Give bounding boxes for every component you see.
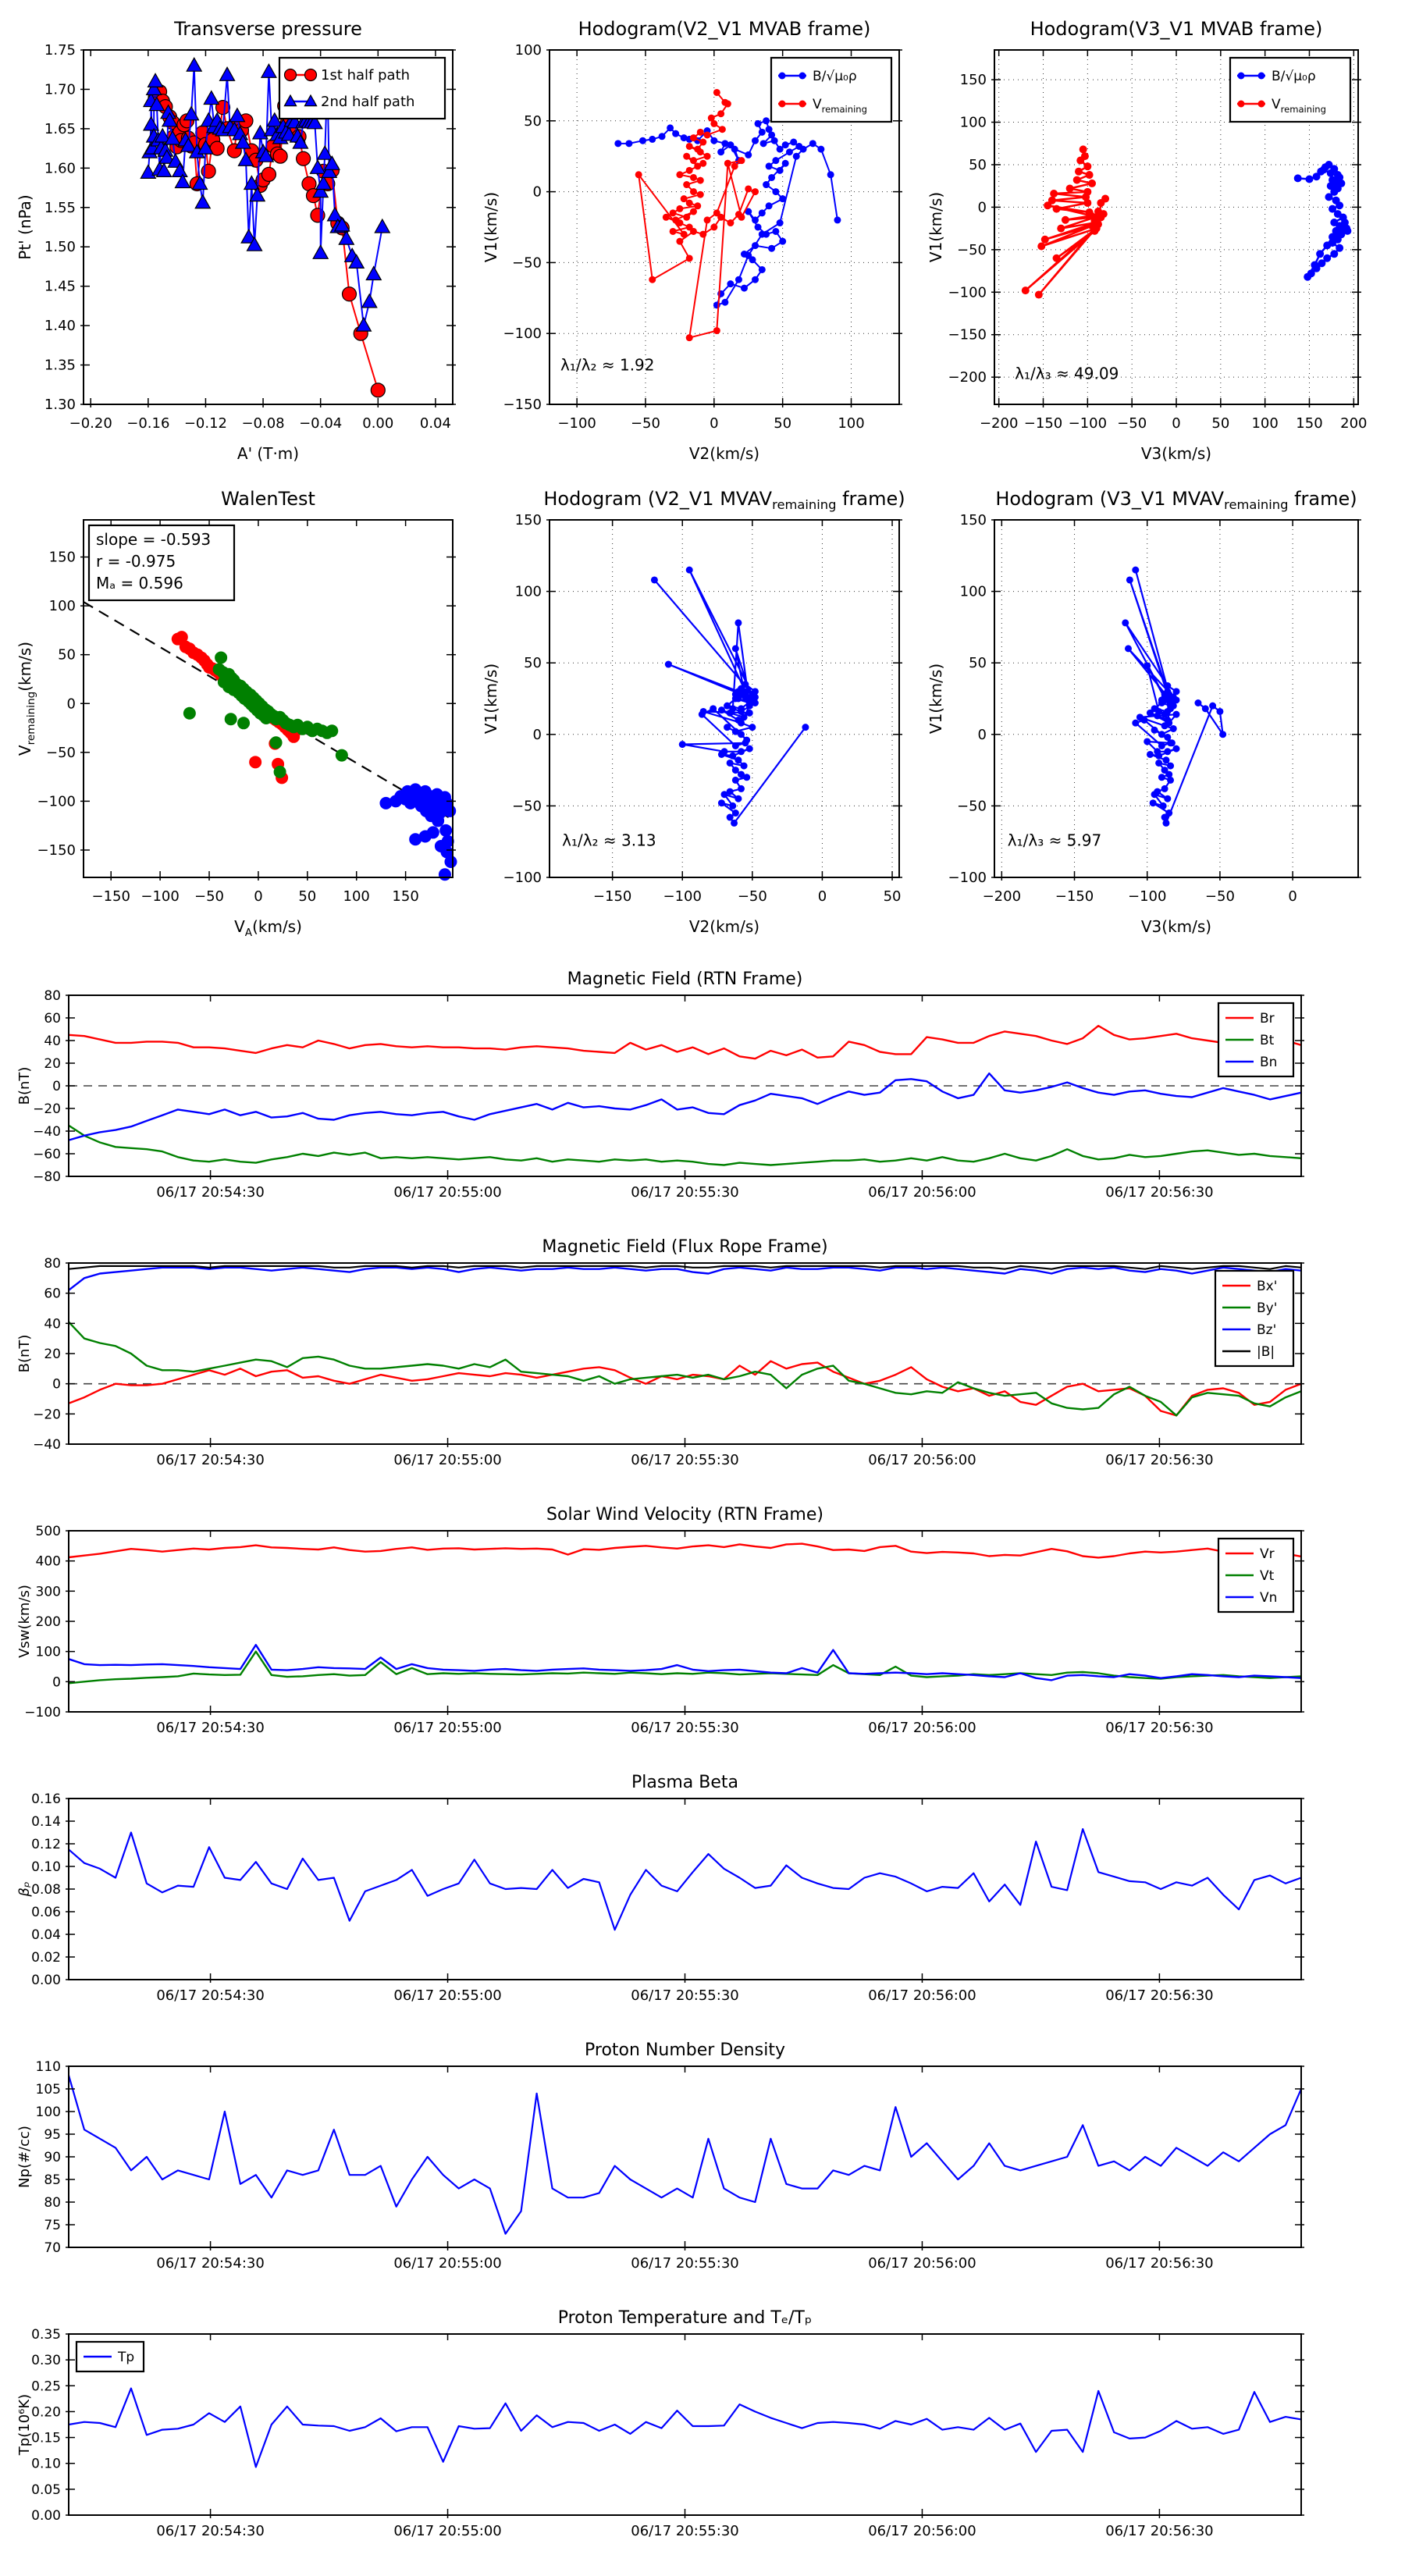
svg-text:−100: −100 xyxy=(503,870,542,886)
svg-text:50: 50 xyxy=(774,415,792,432)
chart-ts6 xyxy=(16,2301,1362,2560)
svg-text:150: 150 xyxy=(1296,415,1323,432)
svg-text:06/17 20:55:30: 06/17 20:55:30 xyxy=(631,1184,739,1201)
svg-text:0.10: 0.10 xyxy=(31,1859,61,1875)
svg-text:80: 80 xyxy=(44,1256,61,1272)
panel-transverse-pressure xyxy=(12,9,468,471)
svg-text:0.35: 0.35 xyxy=(31,2327,61,2343)
svg-text:−100: −100 xyxy=(948,284,987,301)
svg-text:1.45: 1.45 xyxy=(44,278,76,295)
svg-text:−50: −50 xyxy=(737,888,767,905)
svg-text:V1(km/s): V1(km/s) xyxy=(927,663,945,735)
svg-text:−50: −50 xyxy=(1204,888,1235,905)
panel-hodogram-v3v1-mvab xyxy=(923,9,1374,471)
svg-text:−100: −100 xyxy=(663,888,702,905)
svg-text:06/17 20:55:30: 06/17 20:55:30 xyxy=(631,1720,739,1736)
svg-text:−100: −100 xyxy=(557,415,596,432)
svg-text:0.05: 0.05 xyxy=(31,2482,61,2498)
svg-text:B(nT): B(nT) xyxy=(16,1066,33,1105)
svg-text:0: 0 xyxy=(52,1376,61,1393)
svg-text:−200: −200 xyxy=(948,369,987,386)
svg-text:0: 0 xyxy=(52,1079,61,1094)
svg-text:2nd half path: 2nd half path xyxy=(321,94,415,110)
svg-text:−50: −50 xyxy=(194,888,225,905)
svg-text:0.30: 0.30 xyxy=(31,2353,61,2369)
svg-text:110: 110 xyxy=(35,2059,61,2075)
svg-text:B/√μ₀ρ: B/√μ₀ρ xyxy=(813,69,857,84)
svg-text:60: 60 xyxy=(44,1011,61,1026)
svg-text:06/17 20:56:00: 06/17 20:56:00 xyxy=(868,2523,976,2539)
svg-text:80: 80 xyxy=(44,2195,61,2211)
svg-text:Br: Br xyxy=(1260,1011,1275,1026)
svg-text:100: 100 xyxy=(48,598,76,615)
svg-text:−50: −50 xyxy=(957,241,987,258)
svg-text:−100: −100 xyxy=(503,326,542,343)
svg-text:Hodogram (V3_V1 MVAVremaining: Hodogram (V3_V1 $MVAV_{remaining}$ frame) xyxy=(995,488,1357,512)
panel-magnetic-field-flux-rope xyxy=(16,1230,1362,1489)
svg-text:06/17 20:54:30: 06/17 20:54:30 xyxy=(156,1987,265,2004)
svg-text:06/17 20:55:00: 06/17 20:55:00 xyxy=(393,1987,502,2004)
svg-text:06/17 20:55:00: 06/17 20:55:00 xyxy=(393,1720,502,1736)
chart-p3 xyxy=(923,9,1374,471)
svg-text:06/17 20:54:30: 06/17 20:54:30 xyxy=(156,2255,265,2272)
svg-text:−100: −100 xyxy=(140,888,180,905)
svg-text:06/17 20:56:00: 06/17 20:56:00 xyxy=(868,1452,976,1468)
svg-text:VA(km/s): $V_A(km/s)$ xyxy=(234,917,302,939)
svg-text:50: 50 xyxy=(524,655,542,672)
svg-text:−150: −150 xyxy=(948,326,987,343)
svg-text:0: 0 xyxy=(532,183,542,201)
svg-text:0.15: 0.15 xyxy=(31,2430,61,2446)
panel-hodogram-v3v1-mvav xyxy=(923,479,1374,945)
svg-text:06/17 20:55:30: 06/17 20:55:30 xyxy=(631,2255,739,2272)
svg-text:λ₁/λ₂ ≈ 3.13: λ₁/λ₂ ≈ 3.13 xyxy=(562,831,656,850)
svg-text:40: 40 xyxy=(44,1034,61,1049)
svg-text:Vr: Vr xyxy=(1260,1546,1275,1562)
svg-text:Vn: Vn xyxy=(1260,1590,1278,1606)
svg-text:150: 150 xyxy=(959,512,987,528)
svg-text:−80: −80 xyxy=(33,1169,61,1185)
svg-text:V1(km/s): V1(km/s) xyxy=(927,191,945,263)
panel-proton-temperature xyxy=(16,2301,1362,2560)
svg-text:V2(km/s): V2(km/s) xyxy=(688,917,760,936)
svg-text:λ₁/λ₃ ≈ 5.97: λ₁/λ₃ ≈ 5.97 xyxy=(1007,831,1102,850)
svg-text:1st half path: 1st half path xyxy=(321,67,411,84)
svg-text:06/17 20:56:00: 06/17 20:56:00 xyxy=(868,1184,976,1201)
svg-text:105: 105 xyxy=(35,2082,61,2097)
svg-text:−50: −50 xyxy=(1117,415,1147,432)
panel-proton-number-density xyxy=(16,2033,1362,2293)
svg-text:−50: −50 xyxy=(512,798,542,815)
svg-text:Vremaining(km/s): $V_{remaining}(km/s)$ xyxy=(16,641,37,756)
svg-text:Transverse pressure: Transverse pressure xyxy=(174,18,362,40)
svg-text:−60: −60 xyxy=(33,1147,61,1162)
svg-text:06/17 20:56:30: 06/17 20:56:30 xyxy=(1105,1452,1214,1468)
svg-text:1.50: 1.50 xyxy=(44,239,76,256)
svg-text:0.06: 0.06 xyxy=(31,1905,61,1920)
svg-text:150: 150 xyxy=(48,549,76,566)
svg-text:−0.16: −0.16 xyxy=(126,415,170,432)
svg-text:200: 200 xyxy=(35,1614,61,1630)
svg-text:20: 20 xyxy=(44,1056,61,1072)
svg-text:−0.08: −0.08 xyxy=(241,415,285,432)
svg-text:1.35: 1.35 xyxy=(44,357,76,374)
svg-text:100: 100 xyxy=(35,1644,61,1660)
svg-text:Solar Wind Velocity (RTN Frame: Solar Wind Velocity (RTN Frame) xyxy=(546,1505,823,1525)
svg-text:λ₁/λ₃ ≈ 49.09: λ₁/λ₃ ≈ 49.09 xyxy=(1015,364,1119,383)
svg-text:0.00: 0.00 xyxy=(31,2508,61,2524)
svg-text:Vremaining: $V_{remaining}$ xyxy=(813,97,867,115)
svg-text:50: 50 xyxy=(969,156,987,173)
svg-text:By': By' xyxy=(1257,1300,1278,1316)
svg-text:Hodogram(V3_V1 MVAB frame): Hodogram(V3_V1 MVAB frame) xyxy=(1030,18,1323,40)
panel-plasma-beta xyxy=(16,1766,1362,2025)
svg-text:0.16: 0.16 xyxy=(31,1791,61,1807)
svg-text:Vremaining: $V_{remaining}$ xyxy=(1272,97,1326,115)
svg-text:−20: −20 xyxy=(33,1407,61,1423)
svg-text:0.02: 0.02 xyxy=(31,1950,61,1966)
svg-text:50: 50 xyxy=(969,655,987,672)
svg-text:100: 100 xyxy=(959,114,987,131)
svg-text:Hodogram(V2_V1 MVAB frame): Hodogram(V2_V1 MVAB frame) xyxy=(578,18,871,40)
svg-text:−150: −150 xyxy=(1055,888,1094,905)
svg-text:Tp(10⁶K): Tp(10⁶K) xyxy=(16,2393,33,2456)
svg-text:80: 80 xyxy=(44,988,61,1004)
svg-text:06/17 20:54:30: 06/17 20:54:30 xyxy=(156,1452,265,1468)
svg-text:−40: −40 xyxy=(33,1437,61,1453)
svg-text:06/17 20:55:30: 06/17 20:55:30 xyxy=(631,2523,739,2539)
svg-text:06/17 20:56:30: 06/17 20:56:30 xyxy=(1105,2255,1214,2272)
svg-text:1.30: 1.30 xyxy=(44,397,76,413)
svg-text:−100: −100 xyxy=(24,1705,61,1720)
svg-text:300: 300 xyxy=(35,1584,61,1600)
svg-text:150: 150 xyxy=(959,72,987,89)
svg-text:Tp: Tp xyxy=(118,2350,135,2365)
svg-text:−20: −20 xyxy=(33,1101,61,1117)
svg-text:100: 100 xyxy=(1251,415,1279,432)
svg-text:−100: −100 xyxy=(948,870,987,886)
svg-text:Proton Number Density: Proton Number Density xyxy=(585,2041,785,2060)
svg-text:75: 75 xyxy=(44,2218,61,2233)
svg-text:06/17 20:56:00: 06/17 20:56:00 xyxy=(868,2255,976,2272)
svg-text:−200: −200 xyxy=(982,888,1022,905)
svg-text:50: 50 xyxy=(1211,415,1230,432)
svg-text:06/17 20:55:00: 06/17 20:55:00 xyxy=(393,1184,502,1201)
svg-text:150: 150 xyxy=(514,512,542,528)
svg-text:Vt: Vt xyxy=(1260,1568,1275,1584)
svg-text:06/17 20:56:00: 06/17 20:56:00 xyxy=(868,1987,976,2004)
svg-text:−50: −50 xyxy=(46,744,76,761)
svg-text:0: 0 xyxy=(66,696,76,713)
svg-text:0: 0 xyxy=(52,1674,61,1691)
svg-text:Pt' (nPa): Pt' (nPa) xyxy=(16,194,34,260)
svg-text:0: 0 xyxy=(254,888,263,905)
svg-text:06/17 20:56:30: 06/17 20:56:30 xyxy=(1105,1987,1214,2004)
svg-text:B/√μ₀ρ: B/√μ₀ρ xyxy=(1272,69,1316,84)
chart-p4 xyxy=(12,479,468,945)
svg-text:βₚ: βₚ xyxy=(16,1881,33,1897)
svg-text:λ₁/λ₂ ≈ 1.92: λ₁/λ₂ ≈ 1.92 xyxy=(560,355,655,375)
svg-text:500: 500 xyxy=(35,1524,61,1539)
svg-text:85: 85 xyxy=(44,2172,61,2188)
svg-text:06/17 20:55:30: 06/17 20:55:30 xyxy=(631,1987,739,2004)
svg-text:06/17 20:55:30: 06/17 20:55:30 xyxy=(631,1452,739,1468)
svg-text:0.08: 0.08 xyxy=(31,1882,61,1898)
chart-p2 xyxy=(478,9,915,471)
svg-text:V2(km/s): V2(km/s) xyxy=(688,444,760,463)
svg-text:Bt: Bt xyxy=(1260,1033,1275,1048)
svg-text:−0.20: −0.20 xyxy=(69,415,112,432)
svg-text:0: 0 xyxy=(1288,888,1297,905)
svg-text:−150: −150 xyxy=(503,397,542,413)
svg-text:|B|: |B| xyxy=(1257,1344,1275,1360)
chart-ts5 xyxy=(16,2033,1362,2293)
panel-magnetic-field-rtn xyxy=(16,962,1362,1222)
svg-text:V3(km/s): V3(km/s) xyxy=(1140,917,1212,936)
svg-text:70: 70 xyxy=(44,2240,61,2256)
svg-text:Bn: Bn xyxy=(1260,1055,1278,1070)
svg-text:0: 0 xyxy=(977,726,987,743)
chart-p1 xyxy=(12,9,468,471)
svg-text:0.00: 0.00 xyxy=(31,1973,61,1988)
svg-text:A' (T·m): A' (T·m) xyxy=(237,444,300,463)
svg-text:0: 0 xyxy=(1172,415,1181,432)
svg-text:0: 0 xyxy=(817,888,827,905)
svg-text:Magnetic Field (RTN Frame): Magnetic Field (RTN Frame) xyxy=(567,970,803,989)
svg-text:1.70: 1.70 xyxy=(44,81,76,98)
svg-text:100: 100 xyxy=(35,2105,61,2120)
svg-text:40: 40 xyxy=(44,1316,61,1332)
svg-text:V1(km/s): V1(km/s) xyxy=(482,191,500,263)
svg-text:0: 0 xyxy=(977,199,987,216)
svg-text:−0.12: −0.12 xyxy=(183,415,228,432)
svg-text:60: 60 xyxy=(44,1286,61,1302)
panel-walen-test xyxy=(12,479,468,945)
svg-text:06/17 20:54:30: 06/17 20:54:30 xyxy=(156,2523,265,2539)
svg-text:95: 95 xyxy=(44,2127,61,2143)
svg-text:Magnetic Field (Flux Rope Fram: Magnetic Field (Flux Rope Frame) xyxy=(542,1237,828,1257)
svg-text:−150: −150 xyxy=(37,841,76,859)
svg-text:Bx': Bx' xyxy=(1257,1279,1278,1294)
svg-text:slope = -0.593: slope = -0.593 xyxy=(96,530,212,549)
svg-text:0: 0 xyxy=(532,726,542,743)
svg-text:r = -0.975: r = -0.975 xyxy=(96,552,176,571)
svg-text:Bz': Bz' xyxy=(1257,1322,1277,1338)
svg-text:Plasma Beta: Plasma Beta xyxy=(631,1773,738,1792)
svg-text:06/17 20:55:00: 06/17 20:55:00 xyxy=(393,2523,502,2539)
svg-text:200: 200 xyxy=(1340,415,1368,432)
svg-text:06/17 20:56:30: 06/17 20:56:30 xyxy=(1105,1720,1214,1736)
svg-text:06/17 20:56:30: 06/17 20:56:30 xyxy=(1105,2523,1214,2539)
svg-text:0.12: 0.12 xyxy=(31,1837,61,1852)
svg-text:90: 90 xyxy=(44,2150,61,2165)
svg-text:−50: −50 xyxy=(512,254,542,272)
svg-text:1.40: 1.40 xyxy=(44,318,76,335)
svg-text:100: 100 xyxy=(343,888,370,905)
svg-text:V1(km/s): V1(km/s) xyxy=(482,663,500,735)
svg-text:100: 100 xyxy=(514,42,542,59)
svg-text:0.25: 0.25 xyxy=(31,2379,61,2395)
svg-text:20: 20 xyxy=(44,1347,61,1362)
svg-text:06/17 20:55:00: 06/17 20:55:00 xyxy=(393,2255,502,2272)
panel-hodogram-v2v1-mvav xyxy=(478,479,915,945)
svg-text:0.04: 0.04 xyxy=(419,415,451,432)
svg-text:100: 100 xyxy=(959,583,987,600)
svg-text:1.75: 1.75 xyxy=(44,42,76,59)
svg-text:0.04: 0.04 xyxy=(31,1927,61,1943)
svg-text:−50: −50 xyxy=(957,798,987,815)
svg-text:−40: −40 xyxy=(33,1124,61,1140)
chart-p5 xyxy=(478,479,915,945)
svg-text:V3(km/s): V3(km/s) xyxy=(1140,444,1212,463)
svg-text:B(nT): B(nT) xyxy=(16,1334,33,1373)
chart-ts2 xyxy=(16,1230,1362,1489)
svg-text:50: 50 xyxy=(58,646,76,664)
svg-text:400: 400 xyxy=(35,1553,61,1570)
svg-text:06/17 20:54:30: 06/17 20:54:30 xyxy=(156,1184,265,1201)
svg-text:0.10: 0.10 xyxy=(31,2456,61,2472)
svg-text:50: 50 xyxy=(524,112,542,130)
svg-text:1.60: 1.60 xyxy=(44,160,76,177)
svg-text:1.65: 1.65 xyxy=(44,120,76,137)
svg-text:06/17 20:56:00: 06/17 20:56:00 xyxy=(868,1720,976,1736)
svg-text:0.00: 0.00 xyxy=(362,415,394,432)
svg-text:WalenTest: WalenTest xyxy=(221,488,315,510)
svg-text:−50: −50 xyxy=(630,415,660,432)
chart-ts3 xyxy=(16,1498,1362,1757)
svg-text:−100: −100 xyxy=(37,793,76,810)
svg-text:Np(#/cc): Np(#/cc) xyxy=(16,2126,33,2188)
svg-text:1.55: 1.55 xyxy=(44,199,76,216)
chart-ts4 xyxy=(16,1766,1362,2025)
svg-text:100: 100 xyxy=(838,415,865,432)
svg-text:−100: −100 xyxy=(1127,888,1167,905)
svg-text:0.20: 0.20 xyxy=(31,2404,61,2421)
svg-text:50: 50 xyxy=(298,888,317,905)
chart-ts1 xyxy=(16,962,1362,1222)
svg-text:Mₐ = 0.596: Mₐ = 0.596 xyxy=(96,574,183,592)
svg-text:−150: −150 xyxy=(592,888,632,905)
chart-p6 xyxy=(923,479,1374,945)
svg-text:06/17 20:55:00: 06/17 20:55:00 xyxy=(393,1452,502,1468)
svg-text:−150: −150 xyxy=(1023,415,1063,432)
svg-text:−150: −150 xyxy=(91,888,130,905)
svg-text:0: 0 xyxy=(710,415,719,432)
svg-text:Hodogram (V2_V1 MVAVremaining: Hodogram (V2_V1 $MVAV_{remaining}$ frame) xyxy=(543,488,905,512)
svg-text:50: 50 xyxy=(883,888,902,905)
svg-text:−0.04: −0.04 xyxy=(299,415,343,432)
svg-text:−100: −100 xyxy=(1068,415,1108,432)
svg-text:Proton Temperature and Tₑ/Tₚ: Proton Temperature and Tₑ/Tₚ xyxy=(557,2308,813,2328)
svg-text:150: 150 xyxy=(392,888,419,905)
panel-solar-wind-velocity xyxy=(16,1498,1362,1757)
panel-hodogram-v2v1-mvab xyxy=(478,9,915,471)
svg-text:100: 100 xyxy=(514,583,542,600)
svg-text:Vsw(km/s): Vsw(km/s) xyxy=(16,1585,33,1658)
svg-text:−200: −200 xyxy=(979,415,1019,432)
svg-text:06/17 20:56:30: 06/17 20:56:30 xyxy=(1105,1184,1214,1201)
svg-text:06/17 20:54:30: 06/17 20:54:30 xyxy=(156,1720,265,1736)
svg-text:0.14: 0.14 xyxy=(31,1814,61,1830)
